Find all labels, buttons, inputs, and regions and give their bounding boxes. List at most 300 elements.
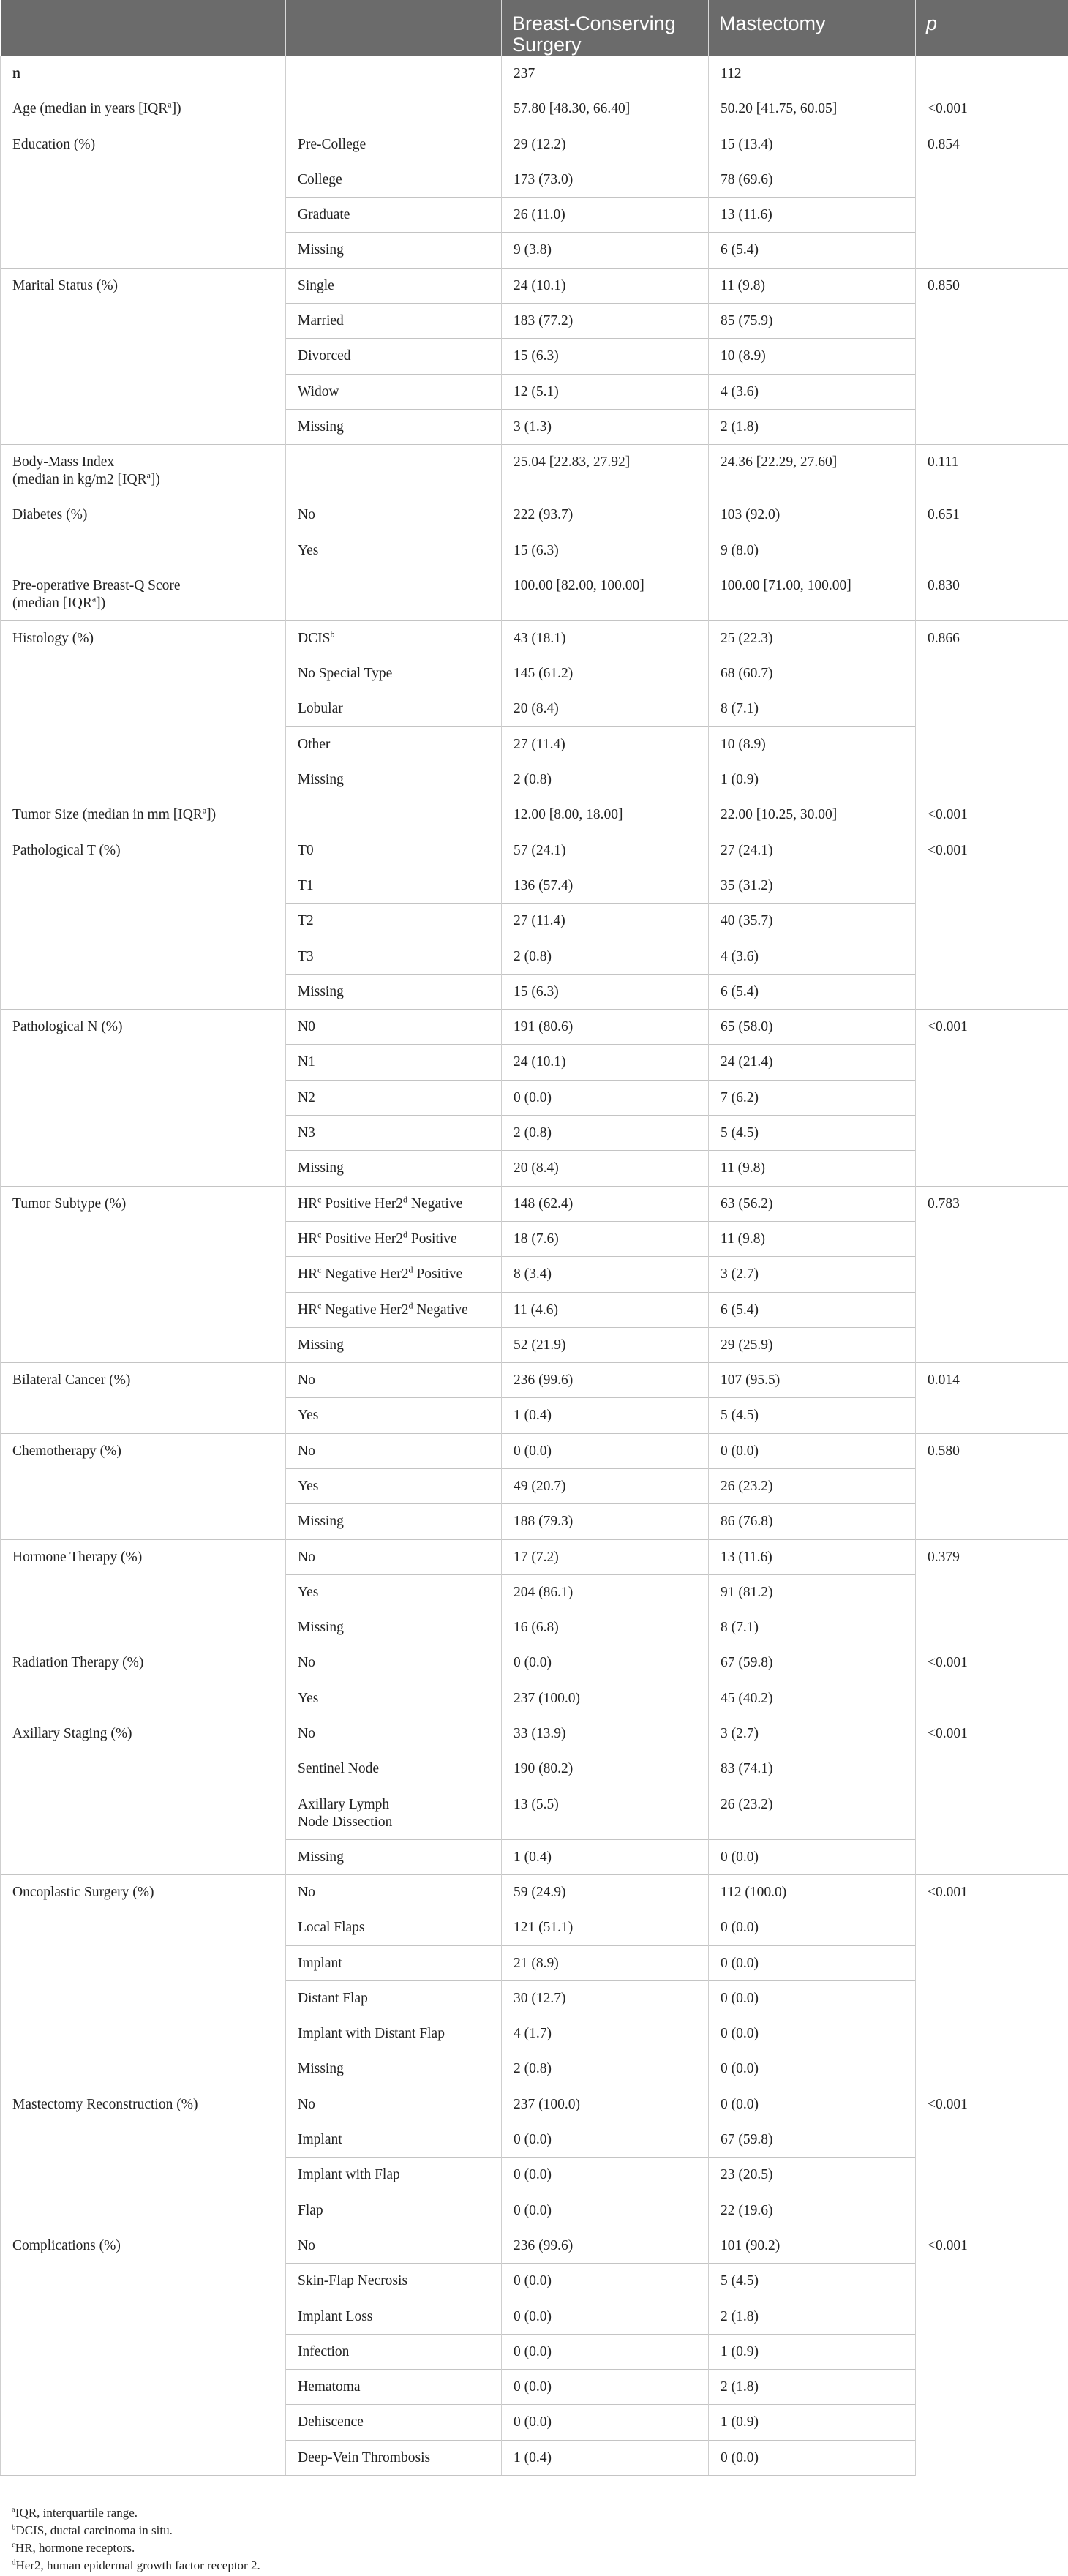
mastectomy-value: 101 (90.2) xyxy=(709,2228,916,2263)
table-row xyxy=(1,1010,1068,1045)
bcs-value: 183 (77.2) xyxy=(502,304,709,339)
category-cell xyxy=(286,1716,502,1751)
bcs-value: 26 (11.0) xyxy=(502,198,709,233)
mastectomy-value: 0 (0.0) xyxy=(709,1910,916,1945)
table-row xyxy=(1,1751,1068,1787)
category-cell xyxy=(286,1433,502,1468)
bcs-value: 27 (11.4) xyxy=(502,726,709,762)
variable-cell xyxy=(1,2440,286,2475)
bcs-value: 2 (0.8) xyxy=(502,2051,709,2087)
p-value: <0.001 xyxy=(916,2228,1068,2475)
category-cell xyxy=(286,726,502,762)
p-value: <0.001 xyxy=(916,2087,1068,2228)
variable-cell xyxy=(1,1080,286,1115)
variable-cell xyxy=(1,1681,286,1716)
bcs-value: 136 (57.4) xyxy=(502,868,709,903)
header-breast-conserving-surgery: Breast-Conserving Surgery xyxy=(502,0,709,56)
bcs-value: 13 (5.5) xyxy=(502,1787,709,1839)
category-cell xyxy=(286,1610,502,1645)
bcs-value: 173 (73.0) xyxy=(502,162,709,197)
bcs-value: 1 (0.4) xyxy=(502,2440,709,2475)
footnotes xyxy=(12,2504,260,2575)
p-value xyxy=(916,56,1068,91)
bcs-value: 236 (99.6) xyxy=(502,2228,709,2263)
category-text: No xyxy=(298,2096,315,2112)
category-cell xyxy=(286,2087,502,2122)
variable-cell xyxy=(1,620,286,656)
table-row xyxy=(1,162,1068,197)
category-text: Yes xyxy=(298,1584,319,1600)
mastectomy-value: 29 (25.9) xyxy=(709,1327,916,1362)
p-value: 0.854 xyxy=(916,127,1068,268)
variable-cell xyxy=(1,1433,286,1468)
bcs-value: 52 (21.9) xyxy=(502,1327,709,1362)
mastectomy-value: 27 (24.1) xyxy=(709,833,916,868)
category-text: Local Flaps xyxy=(298,1920,365,1936)
bcs-value: 15 (6.3) xyxy=(502,533,709,568)
bcs-value: 27 (11.4) xyxy=(502,904,709,939)
table-row xyxy=(1,233,1068,268)
mastectomy-value: 40 (35.7) xyxy=(709,904,916,939)
bcs-value: 57.80 [48.30, 66.40] xyxy=(502,91,709,127)
mastectomy-value: 10 (8.9) xyxy=(709,339,916,374)
table-row xyxy=(1,1327,1068,1362)
category-cell xyxy=(286,127,502,162)
category-cell xyxy=(286,2440,502,2475)
mastectomy-value: 86 (76.8) xyxy=(709,1504,916,1539)
bcs-value: 20 (8.4) xyxy=(502,1151,709,1186)
category-text: Negative xyxy=(413,1302,468,1318)
mastectomy-value: 0 (0.0) xyxy=(709,1839,916,1874)
bcs-value: 49 (20.7) xyxy=(502,1468,709,1503)
bcs-value: 237 xyxy=(502,56,709,91)
bcs-value: 191 (80.6) xyxy=(502,1010,709,1045)
mastectomy-value: 63 (56.2) xyxy=(709,1186,916,1221)
footnote-marker: a xyxy=(12,2505,15,2515)
table-row xyxy=(1,1874,1068,1910)
mastectomy-value: 0 (0.0) xyxy=(709,1433,916,1468)
variable-label: Pathological N (%) xyxy=(12,1019,123,1035)
category-cell xyxy=(286,1010,502,1045)
variable-cell xyxy=(1,2051,286,2087)
p-value: 0.850 xyxy=(916,268,1068,444)
mastectomy-value: 107 (95.5) xyxy=(709,1363,916,1398)
mastectomy-value: 112 (100.0) xyxy=(709,1874,916,1910)
header-row xyxy=(1,0,1068,56)
category-text: Infection xyxy=(298,2343,350,2359)
category-cell xyxy=(286,1363,502,1398)
category-text: N2 xyxy=(298,1089,315,1105)
category-cell xyxy=(286,1574,502,1610)
table-row xyxy=(1,1610,1068,1645)
category-text: HR xyxy=(298,1195,318,1212)
mastectomy-value: 5 (4.5) xyxy=(709,2264,916,2299)
category-text: Missing xyxy=(298,1514,344,1530)
table-row xyxy=(1,2087,1068,2122)
variable-cell xyxy=(1,568,286,620)
variable-label: Bilateral Cancer (%) xyxy=(12,1373,131,1389)
mastectomy-value: 1 (0.9) xyxy=(709,762,916,797)
category-text: DCIS xyxy=(298,630,331,646)
bcs-value: 2 (0.8) xyxy=(502,1116,709,1151)
category-text: No xyxy=(298,1549,315,1565)
bcs-value: 2 (0.8) xyxy=(502,939,709,974)
table-row xyxy=(1,445,1068,497)
category-cell xyxy=(286,1945,502,1980)
category-text: Pre-College xyxy=(298,136,366,152)
table-row xyxy=(1,1116,1068,1151)
table-row xyxy=(1,833,1068,868)
table-row xyxy=(1,1080,1068,1115)
table-row xyxy=(1,1839,1068,1874)
category-text: Implant xyxy=(298,1955,342,1971)
category-cell xyxy=(286,1504,502,1539)
category-text: Skin-Flap Necrosis xyxy=(298,2273,408,2289)
category-cell xyxy=(286,1787,502,1839)
footnote-marker: d xyxy=(403,1194,407,1205)
bcs-value: 0 (0.0) xyxy=(502,2370,709,2405)
category-cell xyxy=(286,2405,502,2440)
bcs-value: 15 (6.3) xyxy=(502,974,709,1009)
variable-cell xyxy=(1,2405,286,2440)
category-cell xyxy=(286,268,502,303)
table-row xyxy=(1,339,1068,374)
table-row xyxy=(1,2016,1068,2051)
header-variable xyxy=(1,0,286,56)
category-cell xyxy=(286,762,502,797)
variable-cell xyxy=(1,533,286,568)
p-value: <0.001 xyxy=(916,1645,1068,1716)
table-row xyxy=(1,56,1068,91)
mastectomy-value: 6 (5.4) xyxy=(709,974,916,1009)
table-row xyxy=(1,939,1068,974)
category-cell xyxy=(286,162,502,197)
mastectomy-value: 83 (74.1) xyxy=(709,1751,916,1787)
variable-cell xyxy=(1,1539,286,1574)
bcs-value: 0 (0.0) xyxy=(502,2122,709,2158)
category-text: N3 xyxy=(298,1125,315,1141)
mastectomy-value: 112 xyxy=(709,56,916,91)
footnote-text: DCIS, ductal carcinoma in situ. xyxy=(15,2523,173,2537)
mastectomy-value: 5 (4.5) xyxy=(709,1116,916,1151)
category-text: Negative xyxy=(407,1195,463,1212)
variable-cell xyxy=(1,2193,286,2228)
mastectomy-value: 22.00 [10.25, 30.00] xyxy=(709,797,916,833)
mastectomy-value: 1 (0.9) xyxy=(709,2405,916,2440)
variable-cell xyxy=(1,1945,286,1980)
variable-label: Tumor Size (median in mm [IQR xyxy=(12,807,203,823)
bcs-value: 30 (12.7) xyxy=(502,1980,709,2016)
category-text: T3 xyxy=(298,948,314,964)
footnote xyxy=(12,2504,260,2522)
category-cell xyxy=(286,198,502,233)
table-row xyxy=(1,1363,1068,1398)
table-row xyxy=(1,904,1068,939)
category-cell xyxy=(286,445,502,497)
table-header xyxy=(1,0,1068,56)
p-value: 0.580 xyxy=(916,1433,1068,1539)
footnote-marker: c xyxy=(317,1229,322,1240)
bcs-value: 3 (1.3) xyxy=(502,409,709,444)
category-cell xyxy=(286,2193,502,2228)
category-cell xyxy=(286,1186,502,1221)
footnote-marker: c xyxy=(12,2540,15,2550)
variable-cell xyxy=(1,2264,286,2299)
variable-cell xyxy=(1,1398,286,1433)
category-cell xyxy=(286,409,502,444)
category-text: Missing xyxy=(298,1620,344,1636)
table-row xyxy=(1,2051,1068,2087)
bcs-value: 24 (10.1) xyxy=(502,1045,709,1080)
variable-cell xyxy=(1,1186,286,1221)
mastectomy-value: 0 (0.0) xyxy=(709,2016,916,2051)
category-cell xyxy=(286,656,502,691)
bcs-value: 237 (100.0) xyxy=(502,2087,709,2122)
category-text: Flap xyxy=(298,2202,323,2218)
category-text: Deep-Vein Thrombosis xyxy=(298,2449,431,2466)
mastectomy-value: 103 (92.0) xyxy=(709,497,916,533)
table-row xyxy=(1,868,1068,903)
variable-label-suffix: ]) xyxy=(206,807,217,823)
variable-label: Tumor Subtype (%) xyxy=(12,1195,127,1212)
bcs-value: 222 (93.7) xyxy=(502,497,709,533)
mastectomy-value: 91 (81.2) xyxy=(709,1574,916,1610)
footnote-marker: a xyxy=(202,805,207,816)
variable-cell xyxy=(1,304,286,339)
variable-label: Oncoplastic Surgery (%) xyxy=(12,1884,154,1900)
mastectomy-value: 9 (8.0) xyxy=(709,533,916,568)
mastectomy-value: 3 (2.7) xyxy=(709,1716,916,1751)
bcs-value: 25.04 [22.83, 27.92] xyxy=(502,445,709,497)
footnote-marker: a xyxy=(146,470,151,481)
table-row xyxy=(1,691,1068,726)
table-row xyxy=(1,726,1068,762)
mastectomy-value: 35 (31.2) xyxy=(709,868,916,903)
category-cell xyxy=(286,974,502,1009)
variable-cell xyxy=(1,233,286,268)
category-text: Missing xyxy=(298,1337,344,1353)
variable-label: Marital Status (%) xyxy=(12,277,119,293)
bcs-value: 59 (24.9) xyxy=(502,1874,709,1910)
mastectomy-value: 6 (5.4) xyxy=(709,233,916,268)
table-row xyxy=(1,2405,1068,2440)
category-cell xyxy=(286,304,502,339)
variable-cell xyxy=(1,198,286,233)
mastectomy-value: 24 (21.4) xyxy=(709,1045,916,1080)
variable-cell xyxy=(1,2016,286,2051)
table-row xyxy=(1,1539,1068,1574)
footnote-marker: c xyxy=(317,1264,322,1275)
mastectomy-value: 25 (22.3) xyxy=(709,620,916,656)
variable-cell xyxy=(1,1839,286,1874)
bcs-value: 190 (80.2) xyxy=(502,1751,709,1787)
table-row xyxy=(1,1468,1068,1503)
category-text: Implant with Flap xyxy=(298,2167,400,2183)
table-row xyxy=(1,127,1068,162)
mastectomy-value: 13 (11.6) xyxy=(709,198,916,233)
p-value: 0.651 xyxy=(916,497,1068,568)
variable-cell xyxy=(1,1221,286,1256)
variable-cell xyxy=(1,974,286,1009)
category-cell xyxy=(286,1398,502,1433)
variable-label: Complications (%) xyxy=(12,2237,121,2253)
category-text: Divorced xyxy=(298,348,351,364)
p-value: 0.830 xyxy=(916,568,1068,620)
category-text: Dehiscence xyxy=(298,2414,364,2430)
p-value: 0.014 xyxy=(916,1363,1068,1434)
category-text: Positive Her2 xyxy=(321,1231,403,1247)
variable-cell xyxy=(1,904,286,939)
table-row xyxy=(1,2122,1068,2158)
category-text: Axillary Lymph xyxy=(298,1796,390,1812)
table-row xyxy=(1,1151,1068,1186)
bcs-value: 236 (99.6) xyxy=(502,1363,709,1398)
footnote-marker: c xyxy=(317,1300,322,1310)
variable-cell xyxy=(1,2087,286,2122)
category-text: No xyxy=(298,1726,315,1742)
bcs-value: 57 (24.1) xyxy=(502,833,709,868)
mastectomy-value: 13 (11.6) xyxy=(709,1539,916,1574)
bcs-value: 9 (3.8) xyxy=(502,233,709,268)
category-text: No xyxy=(298,1884,315,1900)
bcs-value: 29 (12.2) xyxy=(502,127,709,162)
variable-cell xyxy=(1,1610,286,1645)
table-row xyxy=(1,409,1068,444)
bcs-value: 17 (7.2) xyxy=(502,1539,709,1574)
category-text: N1 xyxy=(298,1054,315,1070)
category-text: Single xyxy=(298,277,334,293)
mastectomy-value: 0 (0.0) xyxy=(709,2087,916,2122)
mastectomy-value: 26 (23.2) xyxy=(709,1787,916,1839)
category-text: T1 xyxy=(298,877,314,893)
bcs-value: 4 (1.7) xyxy=(502,2016,709,2051)
bcs-value: 15 (6.3) xyxy=(502,339,709,374)
variable-cell xyxy=(1,2228,286,2263)
category-cell xyxy=(286,2264,502,2299)
footnote-marker: c xyxy=(317,1194,322,1205)
p-value: 0.111 xyxy=(916,445,1068,497)
bcs-value: 0 (0.0) xyxy=(502,2158,709,2193)
variable-cell xyxy=(1,2122,286,2158)
bcs-value: 12 (5.1) xyxy=(502,374,709,409)
variable-cell xyxy=(1,497,286,533)
category-text: Yes xyxy=(298,1408,319,1424)
category-cell xyxy=(286,374,502,409)
variable-label: Diabetes (%) xyxy=(12,507,88,523)
table-row xyxy=(1,1292,1068,1327)
bcs-value: 148 (62.4) xyxy=(502,1186,709,1221)
variable-cell xyxy=(1,1910,286,1945)
variable-label: Axillary Staging (%) xyxy=(12,1726,132,1742)
mastectomy-value: 8 (7.1) xyxy=(709,691,916,726)
variable-cell xyxy=(1,726,286,762)
table-row xyxy=(1,1221,1068,1256)
category-text: Graduate xyxy=(298,207,350,223)
mastectomy-value: 11 (9.8) xyxy=(709,268,916,303)
mastectomy-value: 50.20 [41.75, 60.05] xyxy=(709,91,916,127)
mastectomy-value: 2 (1.8) xyxy=(709,2299,916,2334)
category-text: HR xyxy=(298,1266,318,1283)
variable-label-line2: (median in kg/m2 [IQR xyxy=(12,472,147,488)
mastectomy-value: 23 (20.5) xyxy=(709,2158,916,2193)
category-cell xyxy=(286,620,502,656)
mastectomy-value: 68 (60.7) xyxy=(709,656,916,691)
variable-cell xyxy=(1,833,286,868)
category-text: No xyxy=(298,507,315,523)
category-text: Implant Loss xyxy=(298,2308,373,2324)
category-text-line2: Node Dissection xyxy=(298,1814,393,1830)
category-cell xyxy=(286,1221,502,1256)
category-cell xyxy=(286,1327,502,1362)
category-text: Missing xyxy=(298,242,344,258)
table-row xyxy=(1,568,1068,620)
category-cell xyxy=(286,1980,502,2016)
footnote xyxy=(12,2557,260,2575)
header-p-value: p xyxy=(916,0,1068,56)
table-row xyxy=(1,1186,1068,1221)
bcs-value: 20 (8.4) xyxy=(502,691,709,726)
category-cell xyxy=(286,91,502,127)
category-cell xyxy=(286,1151,502,1186)
category-text: No Special Type xyxy=(298,666,393,682)
variable-label: Mastectomy Reconstruction (%) xyxy=(12,2096,198,2112)
category-cell xyxy=(286,1645,502,1681)
table-row xyxy=(1,91,1068,127)
table-row xyxy=(1,797,1068,833)
category-cell xyxy=(286,1910,502,1945)
table-row xyxy=(1,374,1068,409)
category-text: Missing xyxy=(298,983,344,999)
variable-label-line2: (median [IQR xyxy=(12,595,92,611)
table-row xyxy=(1,974,1068,1009)
table-body xyxy=(1,56,1068,2476)
category-text: Married xyxy=(298,313,344,329)
category-cell xyxy=(286,2299,502,2334)
table-row xyxy=(1,2334,1068,2369)
table-row xyxy=(1,1045,1068,1080)
variable-cell xyxy=(1,56,286,91)
variable-cell xyxy=(1,1574,286,1610)
variable-cell xyxy=(1,1787,286,1839)
category-cell xyxy=(286,2016,502,2051)
table-row xyxy=(1,1980,1068,2016)
variable-cell xyxy=(1,1327,286,1362)
bcs-value: 0 (0.0) xyxy=(502,2334,709,2369)
bcs-value: 0 (0.0) xyxy=(502,2299,709,2334)
category-cell xyxy=(286,2051,502,2087)
mastectomy-value: 26 (23.2) xyxy=(709,1468,916,1503)
mastectomy-value: 11 (9.8) xyxy=(709,1151,916,1186)
category-text: Missing xyxy=(298,2061,344,2077)
category-cell xyxy=(286,1257,502,1292)
bcs-value: 8 (3.4) xyxy=(502,1257,709,1292)
variable-label: n xyxy=(12,66,20,81)
category-text: Implant xyxy=(298,2132,342,2148)
bcs-value: 121 (51.1) xyxy=(502,1910,709,1945)
variable-cell xyxy=(1,1645,286,1681)
variable-cell xyxy=(1,1292,286,1327)
category-text: Missing xyxy=(298,1160,344,1176)
mastectomy-value: 4 (3.6) xyxy=(709,939,916,974)
bcs-value: 100.00 [82.00, 100.00] xyxy=(502,568,709,620)
category-cell xyxy=(286,1292,502,1327)
category-cell xyxy=(286,1116,502,1151)
variable-cell xyxy=(1,1751,286,1787)
mastectomy-value: 11 (9.8) xyxy=(709,1221,916,1256)
variable-cell xyxy=(1,1010,286,1045)
table-row xyxy=(1,1574,1068,1610)
table-row xyxy=(1,1645,1068,1681)
